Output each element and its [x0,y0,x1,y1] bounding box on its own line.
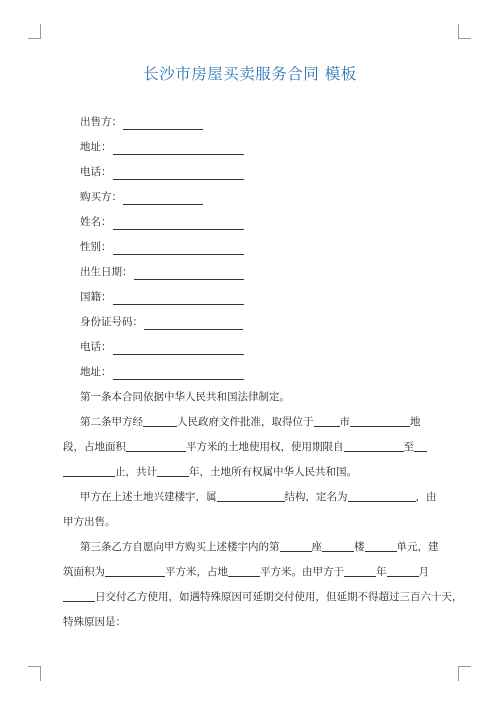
clause-text: 段，占地面积 [63,441,126,453]
clause-text: 月 [418,566,429,578]
clause-2-line-1 [80,414,460,430]
blank-line[interactable] [113,242,244,255]
blank-line[interactable] [126,439,186,452]
blank-line[interactable] [350,414,410,427]
blank-line[interactable] [322,539,354,552]
blank-line[interactable] [387,564,419,577]
field-seller-phone [80,164,244,180]
field-label: 地址： [80,141,112,153]
blank-line[interactable] [228,564,260,577]
clause-text: 座 [311,541,322,553]
blank-line[interactable] [143,414,177,427]
clause-text: 筑面积为 [63,566,105,578]
clause-3-line-1 [80,539,460,555]
field-buyer [80,189,203,205]
crop-mark-bottom-left [28,666,41,681]
blank-line[interactable] [123,192,203,205]
clause-3-line-4: 特殊原因是： [63,616,126,628]
clause-text: 第二条甲方经 [80,416,143,428]
field-seller [80,114,203,130]
field-label: 电话： [80,341,112,353]
blank-line[interactable] [113,367,244,380]
clause-text: 年，土地所有权属中华人民共和国。 [189,466,357,478]
clause-text: 平方米。由甲方于 [260,566,344,578]
blank-line[interactable] [63,589,95,602]
clause-text: 止，共计 [115,466,157,478]
field-label: 出售方： [80,116,122,128]
clause-2-line-3 [63,464,443,480]
crop-mark-top-right [458,24,471,39]
clause-2b-line-1 [80,489,460,505]
clause-text: 甲方在上述土地兴建楼宇，属 [80,491,217,503]
clause-text: 日交付乙方使用，如遇特殊原因可延期交付使用，但延期不得超过三百六十天， [95,591,463,603]
blank-line[interactable] [217,489,285,502]
blank-line[interactable] [314,414,340,427]
field-label: 身份证号码： [80,316,143,328]
clause-text: 至 [403,441,414,453]
field-name [80,214,244,230]
blank-line[interactable] [348,489,416,502]
clause-text: 结构，定名为 [284,491,348,503]
blank-line[interactable] [134,267,244,280]
clause-2-line-2 [63,439,443,455]
field-buyer-address [80,364,244,380]
field-label: 购买方： [80,191,122,203]
blank-line[interactable] [280,539,312,552]
clause-text: 单元，建 [396,541,439,553]
blank-line[interactable] [113,217,244,230]
crop-mark-top-left [28,24,41,39]
clause-text: 年 [376,566,387,578]
blank-line[interactable] [414,439,427,452]
clause-3-line-3 [63,589,463,605]
clause-text: ，由 [415,491,437,503]
field-gender [80,239,244,255]
field-label: 出生日期： [80,266,133,278]
clause-text: 平方米，占地 [165,566,228,578]
blank-line[interactable] [365,539,397,552]
clause-text: 地 [410,416,421,428]
blank-line[interactable] [113,342,244,355]
blank-line[interactable] [123,117,203,130]
blank-line[interactable] [113,167,244,180]
field-nationality [80,289,244,305]
clause-1: 第一条本合同依据中华人民共和国法律制定。 [80,391,290,403]
clause-text: 人民政府文件批准，取得位于 [177,416,314,428]
field-buyer-phone [80,339,244,355]
clause-3-line-2 [63,564,443,580]
document-title: 长沙市房屋买卖服务合同 模板 [143,65,357,83]
blank-line[interactable] [344,439,404,452]
blank-line[interactable] [157,464,189,477]
clause-text: 第三条乙方自愿向甲方购买上述楼宇内的第 [80,541,280,553]
blank-line[interactable] [144,317,243,330]
clause-text: 市 [339,416,350,428]
field-id-number [80,314,243,330]
field-label: 国籍： [80,291,112,303]
field-label: 地址： [80,366,112,378]
clause-text: 平方米的土地使用权，使用期限自 [186,441,344,453]
blank-line[interactable] [113,292,244,305]
crop-mark-bottom-right [458,666,471,681]
blank-line[interactable] [63,464,115,477]
field-birthdate [80,264,244,280]
blank-line[interactable] [344,564,376,577]
clause-text: 楼 [354,541,365,553]
field-label: 性别： [80,241,112,253]
field-label: 电话： [80,166,112,178]
field-seller-address [80,139,244,155]
field-label: 姓名： [80,216,112,228]
blank-line[interactable] [105,564,165,577]
blank-line[interactable] [113,142,244,155]
clause-2b-line-2: 甲方出售。 [63,516,116,528]
